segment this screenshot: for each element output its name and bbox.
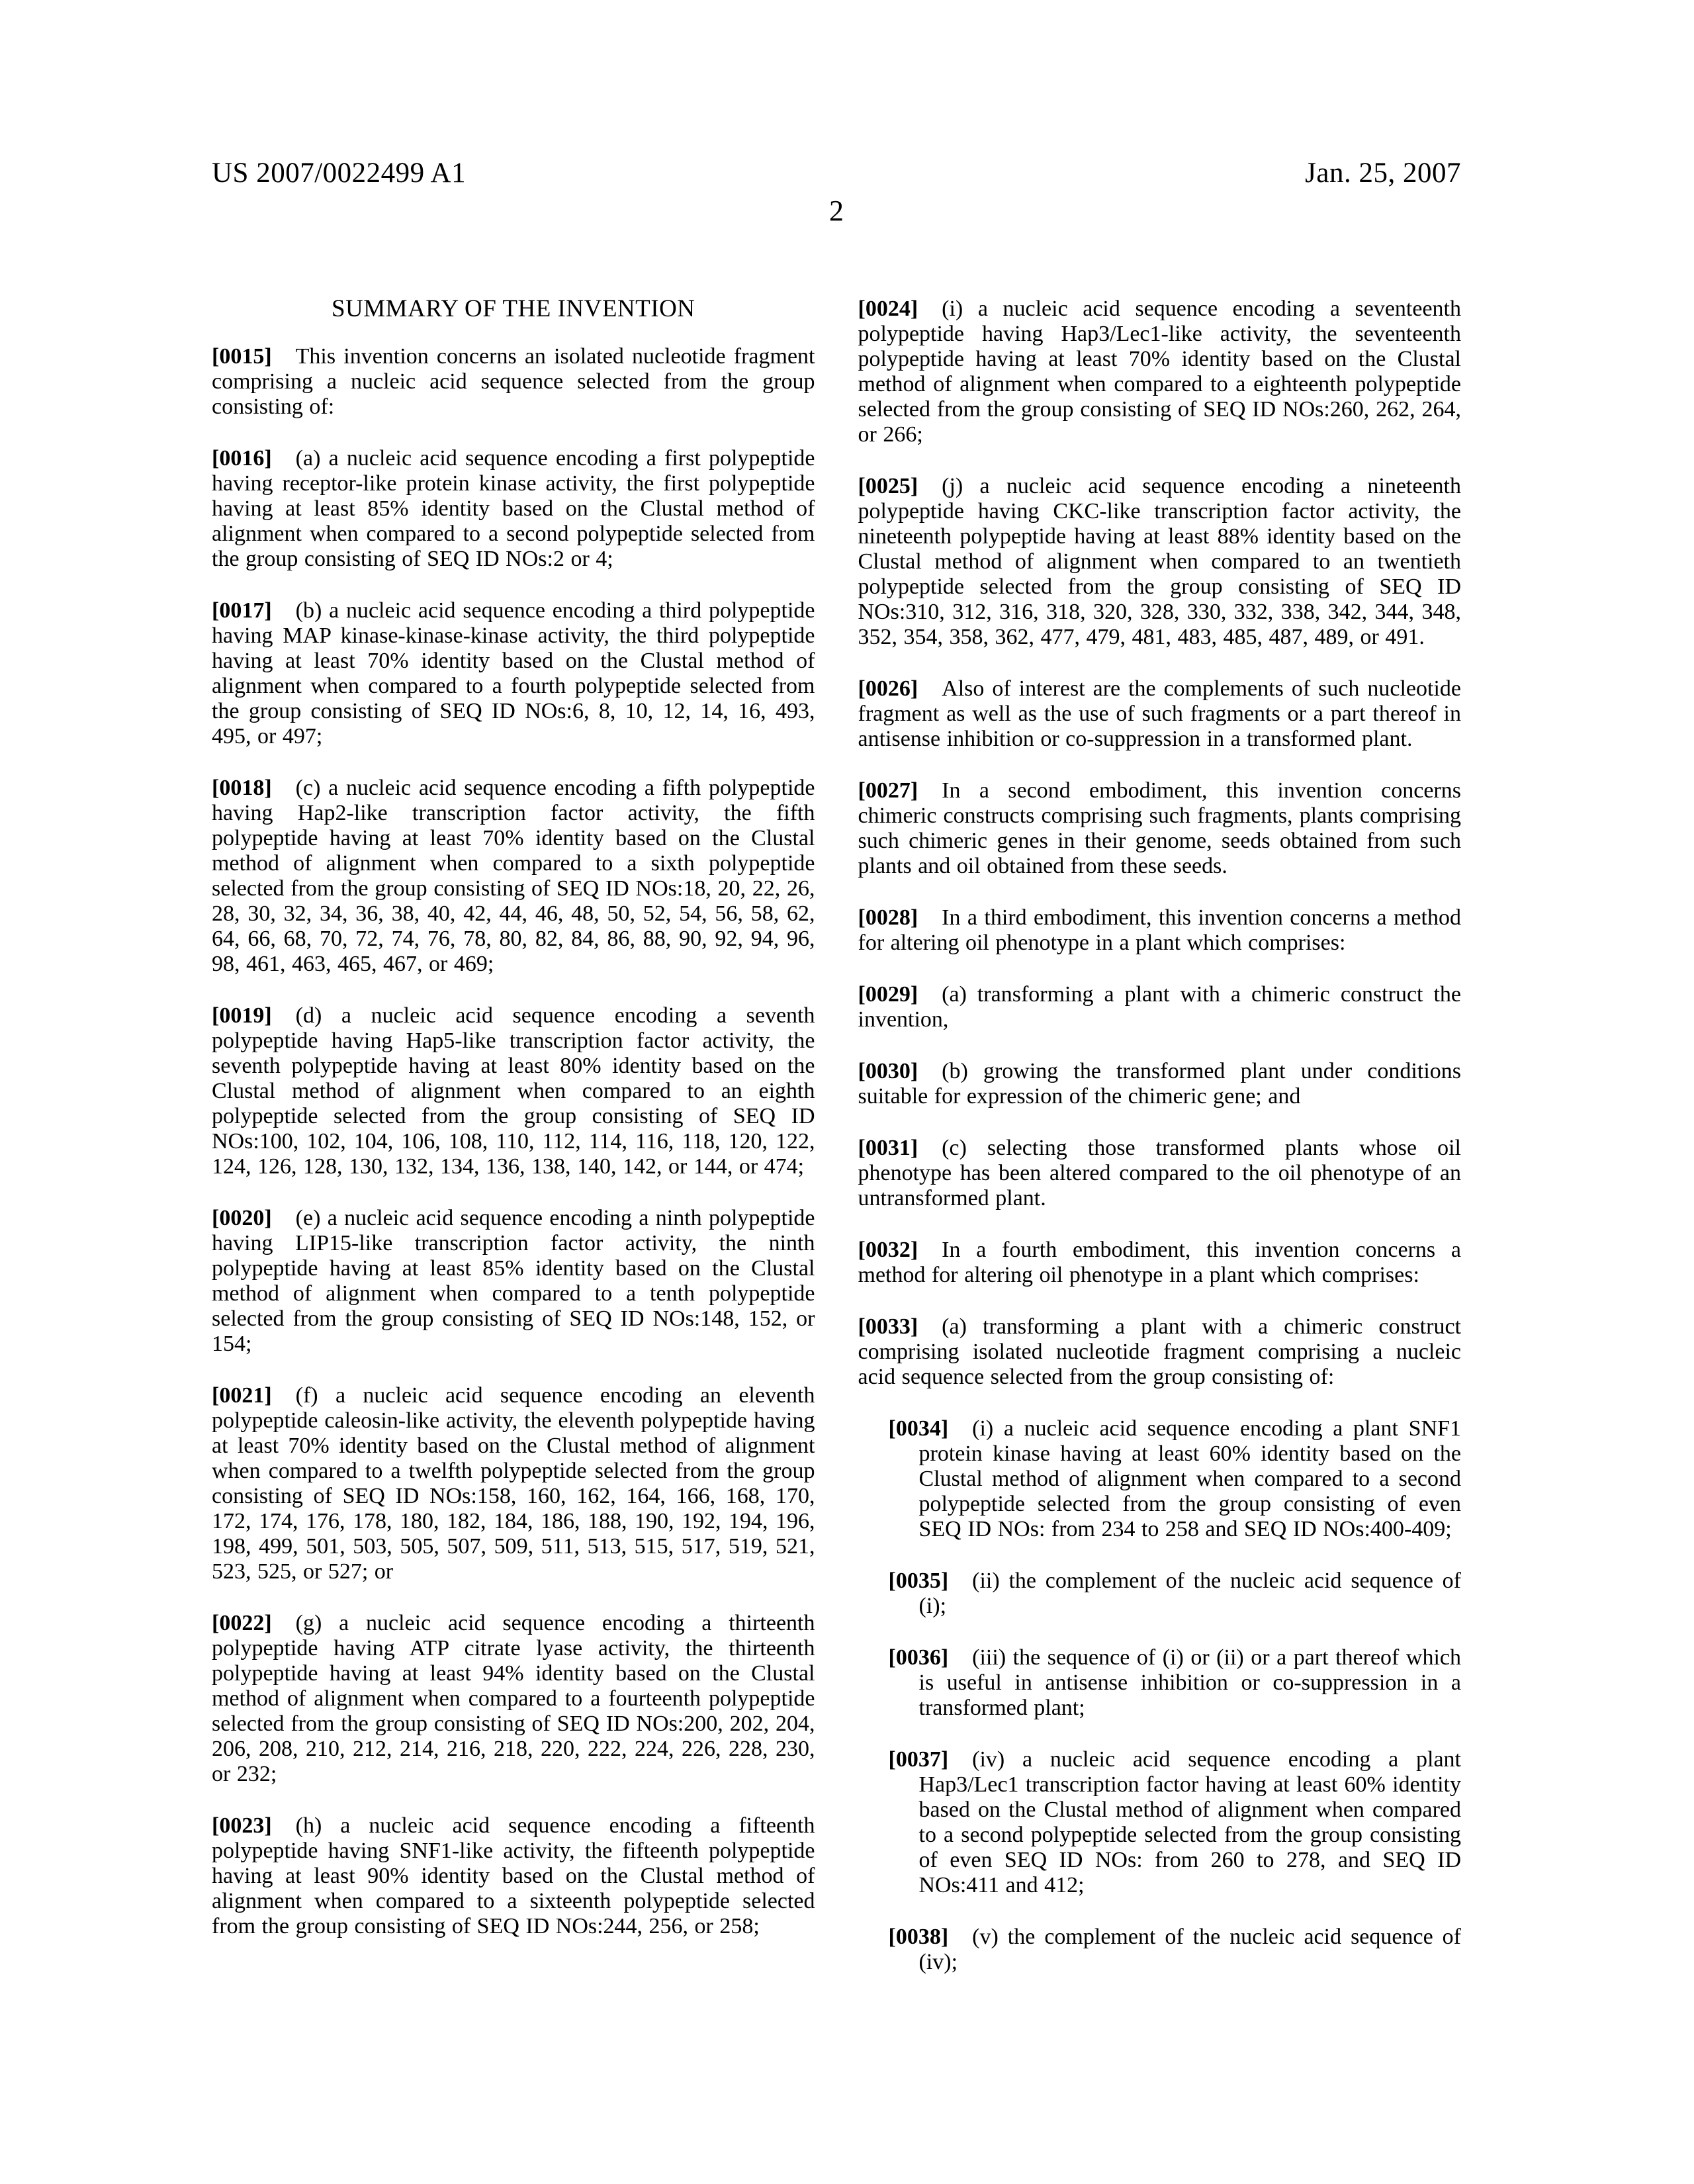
paragraph-text: (g) a nucleic acid sequence encoding a thirteenth polypeptide having ATP citrate lyase activity, the thirteenth polypeptide having at least 94% identity based on the Clustal method of alignment when compared to a fourteenth polypeptide selected from the group consisting of SEQ ID NOs:200, 202, 204, 206, 208, 210, 212, 214, 216, 218, 220, 222, 224, 226, 228, 230, or 232;	[212, 1611, 815, 1786]
left-paragraph-list	[212, 344, 815, 1939]
paragraph-text: (i) a nucleic acid sequence encoding a plant SNF1 protein kinase having at least 60% identity based on the Clustal method of alignment when compared to a second polypeptide selected from the group consisting of even SEQ ID NOs: from 234 to 258 and SEQ ID NOs:400-409;	[918, 1416, 1461, 1541]
patent-paragraph	[212, 776, 815, 977]
section-title: SUMMARY OF THE INVENTION	[331, 295, 695, 322]
patent-paragraph	[858, 1314, 1462, 1390]
patent-paragraph	[858, 474, 1462, 650]
paragraph-number-tag: [0025]	[858, 474, 918, 498]
left-column	[212, 296, 815, 2001]
paragraph-text: In a fourth embodiment, this invention concerns a method for altering oil phenotype in a plant which comprises:	[858, 1238, 1461, 1287]
patent-paragraph	[212, 446, 815, 572]
paragraph-number-tag: [0022]	[212, 1611, 272, 1635]
paragraph-text: (j) a nucleic acid sequence encoding a nineteenth polypeptide having CKC-like transcription factor activity, the nineteenth polypeptide having at least 88% identity based on the Clustal method of alignment when compared to an twentieth polypeptide selected from the group consisting of SEQ ID NOs:310, 312, 316, 318, 320, 328, 330, 332, 338, 342, 344, 348, 352, 354, 358, 362, 477, 479, 481, 483, 485, 487, 489, or 491.	[858, 474, 1461, 649]
paragraph-text: (v) the complement of the nucleic acid sequence of (iv);	[918, 1925, 1461, 1974]
paragraph-text: Also of interest are the complements of such nucleotide fragment as well as the use of such fragments or a part thereof in antisense inhibition or co-suppression in a transformed plant.	[858, 676, 1461, 751]
paragraph-number-tag: [0027]	[858, 778, 918, 803]
paragraph-text: (ii) the complement of the nucleic acid sequence of (i);	[918, 1569, 1461, 1618]
page-number: 2	[829, 195, 844, 227]
paragraph-number-tag: [0017]	[212, 598, 272, 623]
paragraph-text: (a) a nucleic acid sequence encoding a first polypeptide having receptor-like protein kinase activity, the first polypeptide having at least 85% identity based on the Clustal method of alignment when compared to a second polypeptide selected from the group consisting of SEQ ID NOs:2 or 4;	[212, 446, 815, 571]
paragraph-number-tag: [0020]	[212, 1206, 272, 1230]
publication-date: Jan. 25, 2007	[1305, 158, 1461, 189]
paragraph-text: (h) a nucleic acid sequence encoding a fifteenth polypeptide having SNF1-like activity, the fifteenth polypeptide having at least 90% identity based on the Clustal method of alignment when compared to a sixteenth polypeptide selected from the group consisting of SEQ ID NOs:244, 256, or 258;	[212, 1813, 815, 1938]
patent-paragraph	[858, 1238, 1462, 1288]
paragraph-number-tag: [0019]	[212, 1003, 272, 1028]
patent-paragraph	[858, 905, 1462, 956]
paragraph-number-tag: [0029]	[858, 982, 918, 1007]
paragraph-number-tag: [0037]	[888, 1747, 949, 1772]
patent-paragraph	[888, 1645, 1462, 1721]
patent-paragraph	[212, 1383, 815, 1584]
patent-paragraph	[858, 1059, 1462, 1109]
paragraph-text: (e) a nucleic acid sequence encoding a ninth polypeptide having LIP15-like transcription factor activity, the ninth polypeptide having at least 85% identity based on the Clustal method of alignment when compared to a tenth polypeptide selected from the group consisting of SEQ ID NOs:148, 152, or 154;	[212, 1206, 815, 1356]
two-column-body	[212, 296, 1461, 2001]
paragraph-text: (a) transforming a plant with a chimeric construct comprising isolated nucleotide fragment comprising a nucleic acid sequence selected from the group consisting of:	[858, 1314, 1461, 1389]
publication-number: US 2007/0022499 A1	[212, 158, 467, 189]
paragraph-number-tag: [0038]	[888, 1925, 949, 1949]
paragraph-text: (c) a nucleic acid sequence encoding a fifth polypeptide having Hap2-like transcription factor activity, the fifth polypeptide having at least 70% identity based on the Clustal method of alignment when compared to a sixth polypeptide selected from the group consisting of SEQ ID NOs:18, 20, 22, 26, 28, 30, 32, 34, 36, 38, 40, 42, 44, 46, 48, 50, 52, 54, 56, 58, 62, 64, 66, 68, 70, 72, 74, 76, 78, 80, 82, 84, 86, 88, 90, 92, 94, 96, 98, 461, 463, 465, 467, or 469;	[212, 776, 815, 976]
patent-paragraph	[888, 1747, 1462, 1898]
patent-paragraph	[212, 1813, 815, 1939]
patent-paragraph	[858, 982, 1462, 1032]
patent-paragraph	[858, 296, 1462, 447]
paragraph-text: (a) transforming a plant with a chimeric construct the invention,	[858, 982, 1461, 1032]
patent-paragraph	[858, 778, 1462, 879]
paragraph-text: (f) a nucleic acid sequence encoding an eleventh polypeptide caleosin-like activity, the eleventh polypeptide having at least 70% identity based on the Clustal method of alignment when compared to a twelfth polypeptide selected from the group consisting of SEQ ID NOs:158, 160, 162, 164, 166, 168, 170, 172, 174, 176, 178, 180, 182, 184, 186, 188, 190, 192, 194, 196, 198, 499, 501, 503, 505, 507, 509, 511, 513, 515, 517, 519, 521, 523, 525, or 527; or	[212, 1383, 815, 1584]
right-column	[858, 296, 1462, 2001]
patent-paragraph	[212, 344, 815, 420]
paragraph-number-tag: [0028]	[858, 905, 918, 930]
patent-paragraph	[888, 1416, 1462, 1542]
paragraph-text: (c) selecting those transformed plants whose oil phenotype has been altered compared to the oil phenotype of an untransformed plant.	[858, 1136, 1461, 1210]
paragraph-number-tag: [0030]	[858, 1059, 918, 1083]
paragraph-number-tag: [0034]	[888, 1416, 949, 1441]
patent-paragraph	[212, 1611, 815, 1787]
paragraph-number-tag: [0031]	[858, 1136, 918, 1160]
paragraph-number-tag: [0026]	[858, 676, 918, 701]
patent-paragraph	[888, 1925, 1462, 1975]
paragraph-text: (b) growing the transformed plant under conditions suitable for expression of the chimeric gene; and	[858, 1059, 1461, 1109]
patent-paragraph	[212, 598, 815, 749]
paragraph-text: In a second embodiment, this invention concerns chimeric constructs comprising such fragments, plants comprising such chimeric genes in their genome, seeds obtained from such plants and oil obtained from these seeds.	[858, 778, 1461, 878]
patent-paragraph	[212, 1003, 815, 1179]
paragraph-number-tag: [0021]	[212, 1383, 272, 1408]
patent-paragraph	[212, 1206, 815, 1357]
paragraph-number-tag: [0033]	[858, 1314, 918, 1339]
paragraph-text: (b) a nucleic acid sequence encoding a third polypeptide having MAP kinase-kinase-kinase activity, the third polypeptide having at least 70% identity based on the Clustal method of alignment when compared to a fourth polypeptide selected from the group consisting of SEQ ID NOs:6, 8, 10, 12, 14, 16, 493, 495, or 497;	[212, 598, 815, 749]
paragraph-text: (i) a nucleic acid sequence encoding a seventeenth polypeptide having Hap3/Lec1-like activity, the seventeenth polypeptide having at least 70% identity based on the Clustal method of alignment when compared to a eighteenth polypeptide selected from the group consisting of SEQ ID NOs:260, 262, 264, or 266;	[858, 296, 1461, 447]
paragraph-number-tag: [0035]	[888, 1569, 949, 1593]
paragraph-number-tag: [0015]	[212, 344, 272, 369]
paragraph-text: This invention concerns an isolated nucleotide fragment comprising a nucleic acid sequence selected from the group consisting of:	[212, 344, 815, 419]
paragraph-number-tag: [0036]	[888, 1645, 949, 1670]
paragraph-text: (iii) the sequence of (i) or (ii) or a part thereof which is useful in antisense inhibition or co-suppression in a transformed plant;	[918, 1645, 1461, 1720]
page-header	[212, 158, 1461, 189]
paragraph-number-tag: [0016]	[212, 446, 272, 471]
paragraph-number-tag: [0023]	[212, 1813, 272, 1838]
paragraph-number-tag: [0032]	[858, 1238, 918, 1262]
patent-paragraph	[888, 1569, 1462, 1619]
paragraph-number-tag: [0024]	[858, 296, 918, 321]
paragraph-text: (iv) a nucleic acid sequence encoding a plant Hap3/Lec1 transcription factor having at least 60% identity based on the Clustal method of alignment when compared to a second polypeptide selected from the group consisting of even SEQ ID NOs: from 260 to 278, and SEQ ID NOs:411 and 412;	[918, 1747, 1461, 1897]
paragraph-number-tag: [0018]	[212, 776, 272, 800]
paragraph-text: (d) a nucleic acid sequence encoding a seventh polypeptide having Hap5-like transcription factor activity, the seventh polypeptide having at least 80% identity based on the Clustal method of alignment when compared to an eighth polypeptide selected from the group consisting of SEQ ID NOs:100, 102, 104, 106, 108, 110, 112, 114, 116, 118, 120, 122, 124, 126, 128, 130, 132, 134, 136, 138, 140, 142, or 144, or 474;	[212, 1003, 815, 1179]
right-paragraph-list	[858, 296, 1462, 1975]
patent-paragraph	[858, 1136, 1462, 1211]
paragraph-text: In a third embodiment, this invention concerns a method for altering oil phenotype in a plant which comprises:	[858, 905, 1461, 955]
patent-paragraph	[858, 676, 1462, 752]
